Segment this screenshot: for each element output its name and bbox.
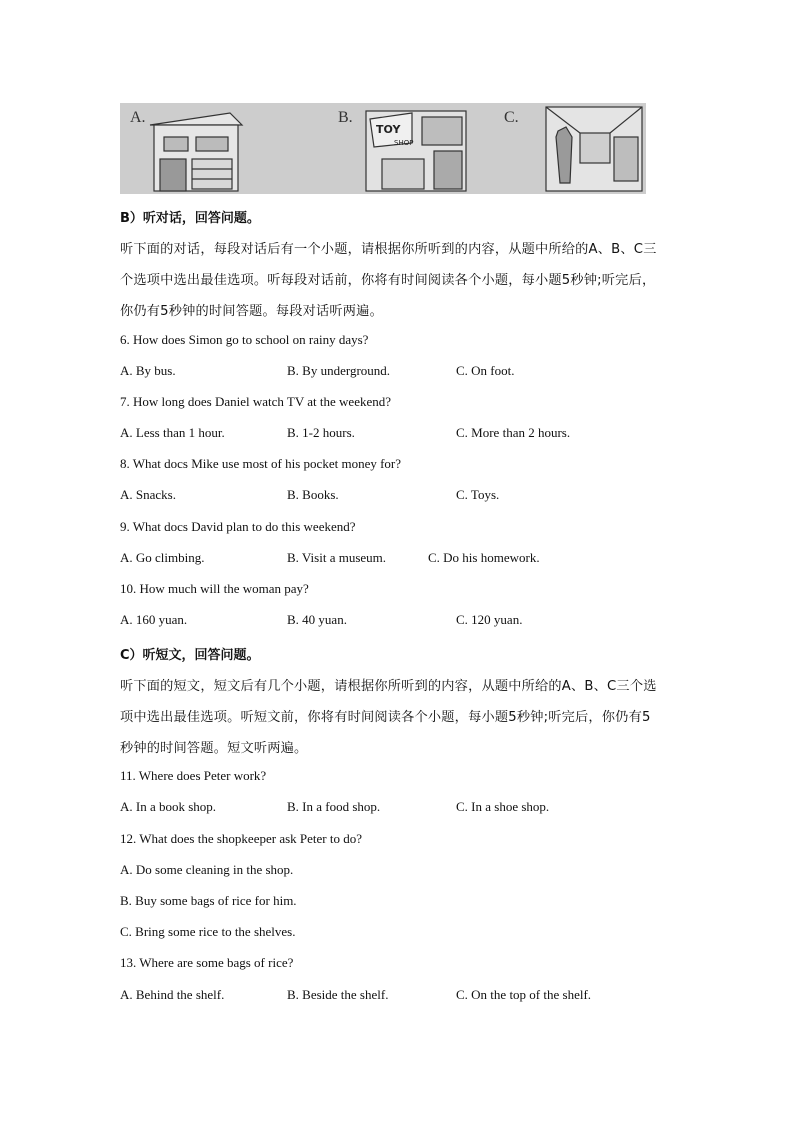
q8-option-a: A. Snacks.: [120, 487, 176, 502]
section-b-instruction-line-3: 你仍有5秒钟的时间答题。每段对话听两遍。: [120, 304, 383, 319]
q9-option-c: C. Do his homework.: [428, 550, 540, 565]
question-9: 9. What docs David plan to do this weekend?: [120, 519, 356, 534]
q8-option-c: C. Toys.: [456, 487, 500, 502]
q10-option-b: B. 40 yuan.: [287, 612, 347, 627]
section-b-instruction-line-1: 听下面的对话，每段对话后有一个小题，请根据你所听到的内容，从题中所给的A、B、C三: [120, 242, 657, 257]
bookshop-building-picture: [150, 113, 242, 191]
q12-option-b: B. Buy some bags of rice for him.: [120, 893, 297, 908]
question-13-options: [120, 987, 680, 1005]
shop-sign-text: SHOP: [394, 139, 414, 147]
question-11: 11. Where does Peter work?: [120, 768, 267, 783]
question-9-options: [120, 550, 680, 568]
clothes-shop-picture: [546, 107, 642, 191]
picture-label-c: C.: [504, 109, 519, 126]
question-13: 13. Where are some bags of rice?: [120, 955, 294, 970]
question-10-options: [120, 612, 680, 630]
toy-sign-text: TOY: [376, 123, 401, 136]
section-b-heading: B）听对话，回答问题。: [120, 211, 260, 226]
q12-option-a: A. Do some cleaning in the shop.: [120, 862, 294, 877]
q6-option-b: B. By underground.: [287, 363, 391, 378]
question-6: 6. How does Simon go to school on rainy days?: [120, 332, 369, 347]
q11-option-b: B. In a food shop.: [287, 799, 381, 814]
picture-options-strip: [120, 103, 646, 194]
q6-option-a: A. By bus.: [120, 363, 176, 378]
q7-option-b: B. 1-2 hours.: [287, 425, 355, 440]
question-12: 12. What does the shopkeeper ask Peter to do?: [120, 831, 362, 846]
section-b-instruction-line-2: 个选项中选出最佳选项。听每段对话前，你将有时间阅读各个小题，每小题5秒钟;听完后，: [120, 273, 656, 288]
q7-option-c: C. More than 2 hours.: [456, 425, 571, 440]
section-c-instruction-line-1: 听下面的短文，短文后有几个小题，请根据你所听到的内容，从题中所给的A、B、C三个选: [120, 679, 657, 694]
q11-option-a: A. In a book shop.: [120, 799, 217, 814]
section-c-heading: C）听短文，回答问题。: [120, 648, 260, 663]
q7-option-a: A. Less than 1 hour.: [120, 425, 225, 440]
section-c-instruction-line-2: 项中选出最佳选项。听短文前，你将有时间阅读各个小题，每小题5秒钟;听完后，你仍有5: [120, 710, 651, 725]
picture-label-b: B.: [338, 109, 353, 126]
q11-option-c: C. In a shoe shop.: [456, 799, 550, 814]
q9-option-a: A. Go climbing.: [120, 550, 205, 565]
question-6-options: [120, 363, 680, 381]
q6-option-c: C. On foot.: [456, 363, 515, 378]
q13-option-b: B. Beside the shelf.: [287, 987, 389, 1002]
q10-option-a: A. 160 yuan.: [120, 612, 188, 627]
picture-label-a: A.: [130, 109, 146, 126]
q9-option-b: B. Visit a museum.: [287, 550, 387, 565]
q10-option-c: C. 120 yuan.: [456, 612, 523, 627]
shop-pictures: [120, 103, 646, 194]
q8-option-b: B. Books.: [287, 487, 339, 502]
question-11-options: [120, 799, 680, 817]
question-8-options: [120, 487, 680, 505]
question-10: 10. How much will the woman pay?: [120, 581, 309, 596]
question-8: 8. What docs Mike use most of his pocket money for?: [120, 456, 402, 471]
question-7: 7. How long does Daniel watch TV at the weekend?: [120, 394, 392, 409]
q13-option-a: A. Behind the shelf.: [120, 987, 225, 1002]
section-c-instruction-line-3: 秒钟的时间答题。短文听两遍。: [120, 741, 308, 756]
question-7-options: [120, 425, 680, 443]
q12-option-c: C. Bring some rice to the shelves.: [120, 924, 296, 939]
q13-option-c: C. On the top of the shelf.: [456, 987, 592, 1002]
